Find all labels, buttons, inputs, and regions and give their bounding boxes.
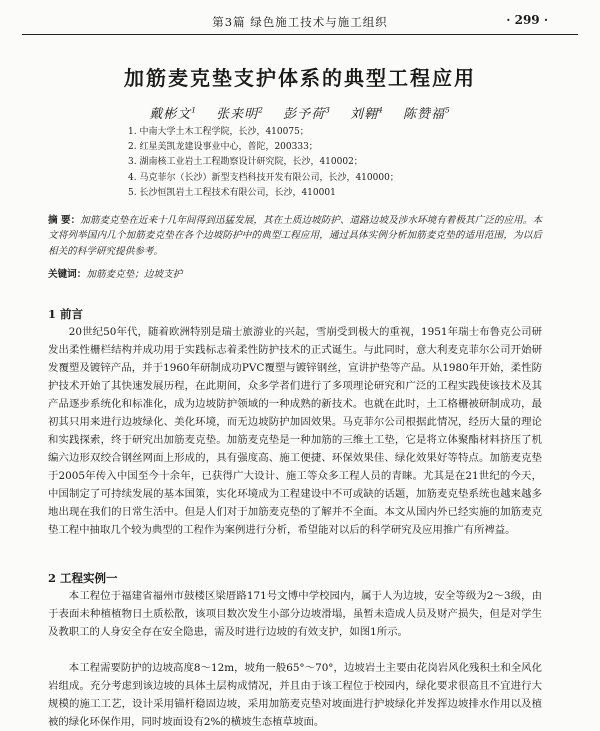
- keywords-text: 加筋麦克垫；边坡支护: [86, 269, 183, 280]
- keywords-label: 关键词：: [48, 269, 87, 280]
- author: 彭予荷$^3$: [283, 105, 331, 122]
- author: 刘翱$^4$: [350, 105, 384, 122]
- author-list: [0, 103, 600, 122]
- affiliation: 3. 湖南核工业岩土工程勘察设计研究院，长沙，410002；: [128, 157, 363, 168]
- affiliation-list: [128, 125, 399, 201]
- author: 戴彬文$^1$: [149, 105, 198, 122]
- author: 陈赞福$^5$: [402, 105, 451, 122]
- section-heading-introduction: 1 前言: [48, 307, 84, 321]
- abstract-text: 加筋麦克垫在近来十几年间得到迅猛发展，其在土质边坡防护、道路边坡及涉水环境有着极其广泛的应用。本文将列举国内几个加筋麦克垫在各个边坡防护中的典型工程应用，通过具体实例分析加筋麦克垫的适用范围，为以后相关的科学研究提供参考。: [48, 215, 543, 257]
- affiliation: 4. 马克菲尔（长沙）新型支档科技开发有限公司，长沙，410000；: [128, 172, 399, 183]
- affiliation: 1. 中南大学土木工程学院，长沙，410075；: [128, 127, 309, 137]
- author: 张来明$^2$: [216, 105, 264, 122]
- running-header: [22, 10, 578, 35]
- intro-paragraph: 20世纪50年代，随着欧洲特别是瑞士旅游业的兴起，雪崩受到极大的重视，1951年瑞士布鲁克公司研发出柔性栅栏结构并成功用于实践标志着柔性防护技术的正式诞生。与此同时，意大利麦克菲尔公司开始研发覆塑及镀锌产品，并于1960年研制成功PVC覆塑与镀锌钢丝，宣讲护垫等产品。从1980年开始，柔性防护技术开始了其快速发展历程，在此期间，众多学者们进行了多项理论研究和广泛的工程实践使该技术及其产品逐步系统化和标准化，成为边坡防护领域的一种成熟的新技术。也就在此时，土工格栅被研制成功，最初其只用来进行边坡绿化、美化环境，而无边坡防护加固效果。马克菲尔公司根据此情况，经历大量的理论和实践探索，终于研究出加筋麦克垫。加筋麦克垫是一种加筋的三维土工垫，它是将立体聚酯材料挤压了机编六边形双绞合钢丝网面上形成的，具有强度高、施工便捷、环保效果佳、绿化效果好等特点。加筋麦克垫于2005年传入中国至今十余年，已获得广大设计、施工等众多工程人员的青睐。尤其是在21世纪的今天，中国制定了可持续发展的基本国策，实化环境成为工程建设中不可或缺的话题，加筋麦克垫系统也越来越多地出现在我们的日常生活中。但是人们对于加筋麦克垫的了解并不全面。本文从国内外已经实施的加筋麦克垫工程中抽取几个较为典型的工程作为案例进行分析，希望能对以后的科学研究及应用推广有所裨益。: [48, 326, 542, 536]
- section-heading-case-one: 2 工程实例一: [48, 571, 118, 585]
- abstract-label: 摘 要：: [48, 215, 81, 226]
- running-title: 第3篇 绿色施工技术与施工组织: [212, 15, 388, 29]
- affiliation: 5. 长沙恒凯岩土工程技术有限公司，长沙，410001: [128, 187, 336, 198]
- paper-title: 加筋麦克垫支护体系的典型工程应用: [124, 66, 476, 90]
- keywords: [48, 266, 182, 280]
- case-paragraph: 本工程位于福建省福州市鼓楼区梁厝路171号文博中学校园内，属于人为边坡，安全等级为2～3级，由于表面未种植植物日土质松散，该项目数次发生小部分边坡滑塌，虽暂未造成人员及财产损失，但是对学生及教职工的人身安全存在安全隐患，需及时进行边坡的有效支护，如图1所示。: [48, 590, 542, 638]
- affiliation: 2. 红星美凯龙建设事业中心，普陀，200333；: [128, 142, 318, 153]
- abstract: [48, 213, 542, 259]
- case-paragraph: 本工程需要防护的边坡高度8～12m，坡角一般65°～70°，边坡岩土主要由花岗岩风化残积土和全风化岩组成。充分考虑到该边坡的具体土层构成情况，并且由于该工程位于校园内，绿化要求很高且不宜进行大规模的施工工艺，设计采用锚杆稳固边坡，采用加筋麦克垫对坡面进行护坡绿化并发挥边坡排水作用以及植被的绿化环保作用，同时坡面设有2%的横坡生态植草坡面。: [48, 662, 542, 728]
- page-number: · 299 ·: [506, 13, 548, 27]
